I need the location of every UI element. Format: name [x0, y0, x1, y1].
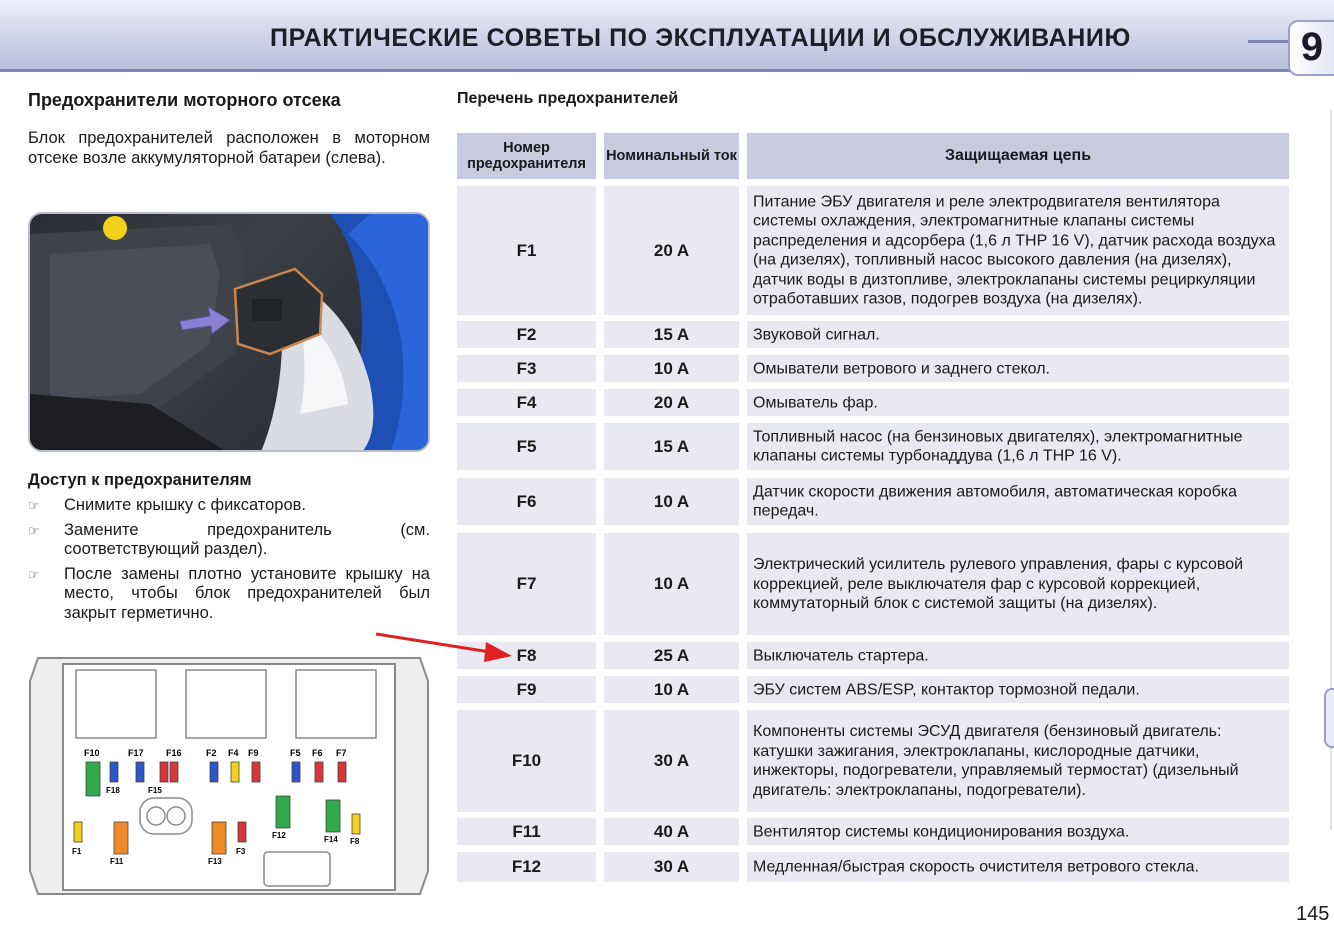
page-number: 145: [1296, 903, 1330, 925]
table-row: [457, 423, 1289, 470]
svg-text:F14: F14: [324, 835, 338, 844]
fuse-circuit: Выключатель стартера.: [753, 646, 929, 664]
fuse-circuit: Топливный насос (на бензиновых двигателях), электромагнитные клапаны системы турбонаддува (1,6 л THP 16 V).: [753, 428, 1243, 465]
fuse-circuit: Питание ЭБУ двигателя и реле электродвигателя вентилятора системы охлаждения, электромагнитные клапаны системы распределения и адсорбера (1,6 л THP 16 V), датчик расхода воздуха (на дизелях), топливный насос высокого давления (на дизелях), датчик воды в дизтопливе, электроклапаны системы рециркуляции отработавших газов, подогрев воздуха (на дизелях).: [753, 193, 1276, 308]
fuse-current: 40 A: [653, 821, 690, 841]
table-row: [457, 818, 1289, 845]
fuse-number: F2: [516, 324, 537, 344]
fuse-current: 10 A: [653, 574, 690, 593]
fuse-number: F6: [516, 491, 537, 511]
pointing-hand-icon: ☞: [28, 566, 40, 582]
svg-text:F16: F16: [166, 748, 182, 758]
table-row: [457, 355, 1289, 382]
fuse-box-diagram: [28, 656, 430, 896]
fuse-circuit: Омыватель фар.: [753, 393, 878, 411]
table-row: [457, 321, 1289, 348]
fuse-number: F5: [516, 436, 537, 456]
table-row: [457, 186, 1289, 315]
access-steps-list: [28, 496, 430, 628]
fuse-number: F7: [516, 574, 537, 593]
header-cell-circuit: Защищаемая цепь: [747, 133, 1289, 179]
chapter-title: ПРАКТИЧЕСКИЕ СОВЕТЫ ПО ЭКСПЛУАТАЦИИ И ОБСЛУЖИВАНИЮ: [270, 24, 1131, 52]
fuse-circuit: Вентилятор системы кондиционирования воздуха.: [753, 822, 1130, 840]
fuse-number: F11: [512, 821, 541, 841]
svg-text:F7: F7: [336, 748, 347, 758]
fuse-current: 25 A: [653, 645, 690, 665]
svg-text:F3: F3: [236, 847, 246, 856]
fuse-current: 30 A: [653, 751, 690, 770]
fuse-box-drawing: [28, 656, 430, 896]
fuse-current: 15 A: [653, 324, 690, 344]
list-item: ☞ После замены плотно установите крышку на место, чтобы блок предохранителей был закрыт герметично.: [28, 564, 430, 622]
table-row: [457, 478, 1289, 525]
fuse-number: F9: [516, 679, 537, 699]
list-item: ☞ Замените предохранитель (см. соответствующий раздел).: [28, 520, 430, 558]
fuse-number: F1: [516, 240, 537, 260]
side-index-tab[interactable]: [1324, 688, 1334, 748]
fuse-number: F10: [511, 751, 542, 770]
svg-text:F13: F13: [208, 857, 222, 866]
svg-text:F6: F6: [312, 748, 323, 758]
fuse-number: F12: [511, 857, 542, 876]
pointing-hand-icon: ☞: [28, 522, 40, 538]
fuse-circuit: Компоненты системы ЭСУД двигателя (бензиновый двигатель: катушки зажигания, электроклапаны, кислородные датчики, инжекторы, подогреватели, управляемый термостат) (дизельный двигатель: электроклапаны, подогреватели).: [753, 723, 1239, 799]
engine-photo-illustration: [30, 214, 430, 452]
engine-compartment-photo: [28, 212, 430, 452]
svg-text:F4: F4: [228, 748, 239, 758]
fuse-number: F4: [516, 392, 537, 412]
fuse-circuit: Датчик скорости движения автомобиля, автоматическая коробка передач.: [753, 483, 1238, 520]
table-row: [457, 852, 1289, 882]
table-row: [457, 533, 1289, 635]
fuse-current: 20 A: [653, 392, 690, 412]
section-title: Предохранители моторного отсека: [28, 90, 341, 110]
fuse-number: F3: [516, 358, 537, 378]
fuse-current: 15 A: [653, 436, 690, 456]
fuse-circuit: Омыватели ветрового и заднего стекол.: [753, 359, 1050, 377]
header-divider: [1248, 40, 1290, 43]
fuse-current: 10 A: [653, 491, 690, 511]
header-cell-current: Номинальный ток: [604, 133, 739, 179]
svg-text:F5: F5: [290, 748, 301, 758]
chapter-number-tab[interactable]: 9: [1288, 20, 1334, 76]
pointing-hand-icon: ☞: [28, 498, 40, 513]
svg-text:F9: F9: [248, 748, 259, 758]
table-row: [457, 389, 1289, 416]
header-cell-number: Номер предохранителя: [457, 133, 596, 179]
fuse-current: 10 A: [653, 679, 690, 699]
svg-text:F10: F10: [84, 748, 100, 758]
list-item: ☞ Снимите крышку с фиксаторов.: [28, 496, 307, 514]
svg-text:F12: F12: [272, 831, 286, 840]
table-row: [457, 710, 1289, 812]
svg-text:F18: F18: [106, 786, 120, 795]
svg-text:F11: F11: [110, 857, 124, 866]
fuse-list-title: Перечень предохранителей: [457, 90, 679, 107]
svg-text:F2: F2: [206, 748, 217, 758]
fuse-current: 20 A: [653, 240, 690, 260]
fuse-circuit: Электрический усилитель рулевого управления, фары с курсовой коррекцией, реле выключателя фар с курсовой коррекцией, коммутаторный блок с системой защиты (на дизелях).: [753, 555, 1244, 612]
fuse-circuit: Медленная/быстрая скорость очистителя ветрового стекла.: [753, 858, 1199, 876]
intro-paragraph: Блок предохранителей расположен в моторном отсеке возле аккумуляторной батареи (слева).: [28, 129, 430, 167]
svg-text:F1: F1: [72, 847, 82, 856]
table-row: [457, 676, 1289, 703]
access-title: Доступ к предохранителям: [28, 471, 252, 489]
red-arrow-icon: [372, 626, 522, 666]
svg-text:F8: F8: [350, 837, 360, 846]
table-row: [457, 642, 1289, 669]
svg-text:F17: F17: [128, 748, 144, 758]
fuse-current: 10 A: [653, 358, 690, 378]
fuse-current: 30 A: [653, 857, 690, 876]
table-header-row: [457, 133, 1289, 179]
fuse-circuit: ЭБУ систем ABS/ESP, контактор тормозной педали.: [753, 680, 1140, 698]
svg-text:F15: F15: [148, 786, 162, 795]
fuse-number: F8: [516, 645, 537, 665]
fuse-circuit: Звуковой сигнал.: [753, 325, 880, 343]
